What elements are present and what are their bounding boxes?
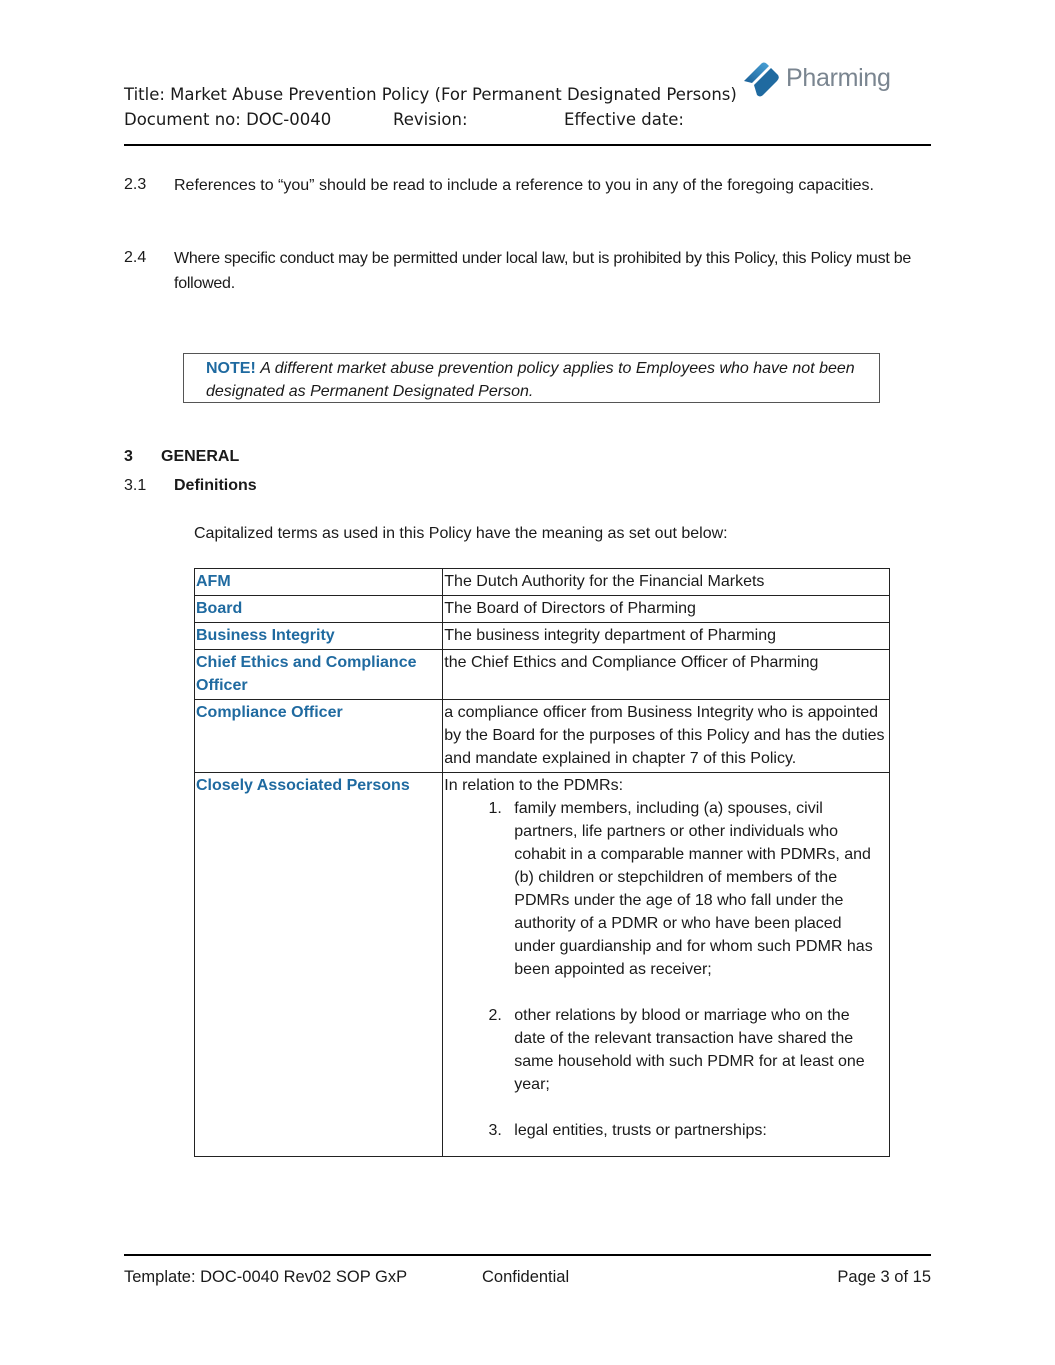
definition-term: Compliance Officer [195,700,443,773]
definition-meaning: The Dutch Authority for the Financial Markets [443,569,890,596]
pharming-logo-text: Pharming [786,64,891,92]
closely-associated-list [444,797,889,1142]
revision-label: Revision: [393,110,468,129]
table-row [195,773,890,1157]
note-label: NOTE! [206,360,256,377]
definitions-intro: Capitalized terms as used in this Policy have the meaning as set out below: [194,525,728,542]
definition-term: Board [195,596,443,623]
footer-template: Template: DOC-0040 Rev02 SOP GxP [124,1268,408,1286]
definition-meaning: The Board of Directors of Pharming [443,596,890,623]
list-item: 1. family members, including (a) spouses, civil partners, life partners or other individuals who cohabit in a comparable manner with PDMRs, and (b) children or stepchildren of members of the PDMRs under the age of 18 who fall under the authority of a PDMR or who have been placed under guardianship and for whom such PDMR has been appointed as receiver; [506,797,885,981]
table-row [195,700,890,773]
footer-confidential: Confidential [482,1268,570,1286]
definition-meaning: The business integrity department of Pharming [443,623,890,650]
definition-meaning: the Chief Ethics and Compliance Officer of Pharming [443,650,890,700]
definition-term: Business Integrity [195,623,443,650]
pharming-logo-icon [742,60,782,98]
definition-term: Chief Ethics and Compliance Officer [195,650,443,700]
note-text: A different market abuse prevention policy applies to Employees who have not been designated as Permanent Designated Person. [206,360,855,400]
subsection-heading: Definitions [174,477,257,494]
table-row [195,569,890,596]
definition-meaning-cell [443,773,890,1157]
subsection-number: 3.1 [124,477,147,494]
table-row [195,650,890,700]
document-number: Document no: DOC-0040 [124,110,332,129]
document-title: Title: Market Abuse Prevention Policy (For Permanent Designated Persons) [124,85,737,104]
effective-date-label: Effective date: [564,110,684,129]
table-row [195,623,890,650]
section-number: 2.3 [124,176,147,193]
definition-meaning: In relation to the PDMRs: [444,777,624,794]
footer-page-number: Page 3 of 15 [837,1268,931,1286]
list-item: 2. other relations by blood or marriage who on the date of the relevant transaction have shared the same household with such PDMR for at least one year; [506,1004,885,1096]
section-text: References to “you” should be read to include a reference to you in any of the foregoing capacities. [174,177,874,194]
section-text: Where specific conduct may be permitted under local law, but is prohibited by this Policy, this Policy must be followed. [174,250,911,292]
header-divider [124,144,931,146]
section-heading: GENERAL [161,448,240,465]
note-box [183,353,880,403]
table-row [195,596,890,623]
definition-term: AFM [195,569,443,596]
footer-divider [124,1254,931,1256]
list-item: 3. legal entities, trusts or partnerships: [506,1119,885,1142]
definitions-table [194,568,890,1157]
definition-meaning: a compliance officer from Business Integrity who is appointed by the Board for the purposes of this Policy and has the duties and mandate explained in chapter 7 of this Policy. [443,700,890,773]
definition-term: Closely Associated Persons [195,773,443,1157]
section-heading-number: 3 [124,448,133,465]
section-number: 2.4 [124,249,147,266]
